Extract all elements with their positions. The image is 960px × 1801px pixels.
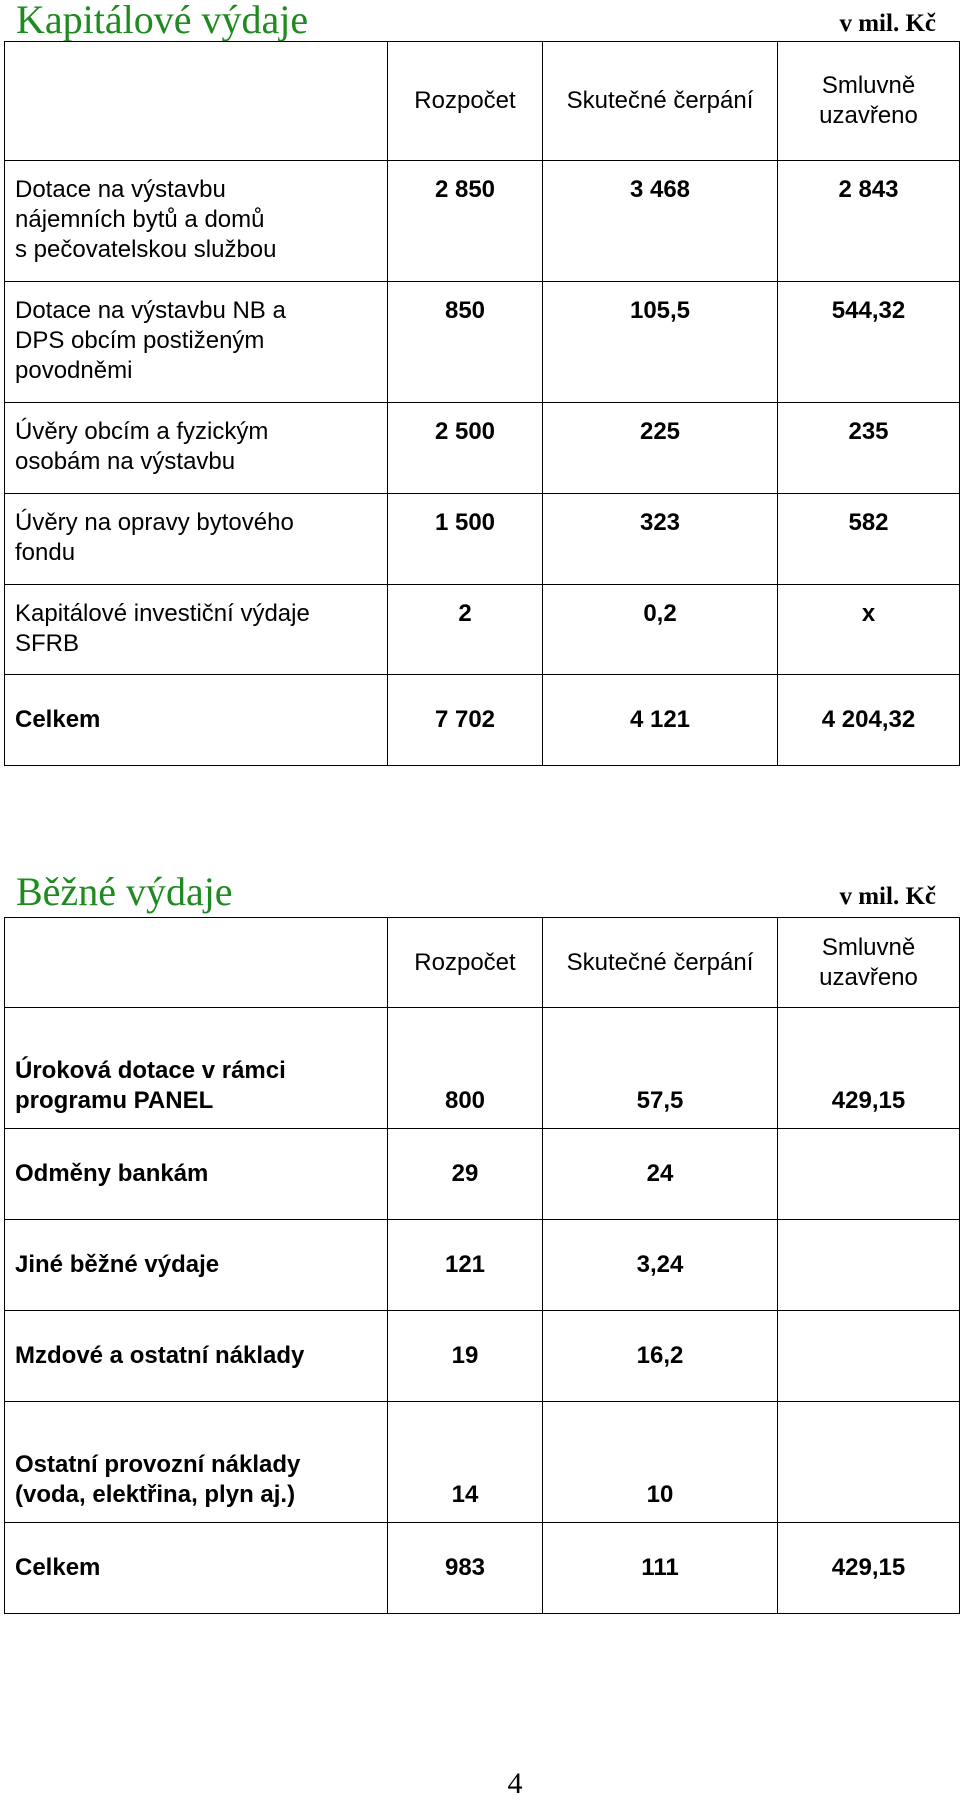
cell-cerpani: 24 [543,1129,778,1220]
table-header-row [5,42,960,161]
header-rozpocet: Rozpočet [388,42,543,161]
cell-cerpani: 0,2 [543,585,778,675]
total-label: Celkem [5,675,388,766]
cell-smluvne: x [778,585,960,675]
cell-rozpocet: 800 [388,1008,543,1129]
capital-expenses-table [4,41,960,766]
current-unit-label: v mil. Kč [839,883,936,910]
row-label: Ostatní provozní náklady (voda, elektřina, plyn aj.) [5,1402,388,1523]
table-row [5,1008,960,1129]
cell-rozpocet: 14 [388,1402,543,1523]
current-section-title: Běžné výdaje [16,869,233,914]
current-expenses-table [4,917,960,1614]
row-label: Dotace na výstavbu nájemních bytů a domů s pečovatelskou službou [5,161,388,282]
total-smluvne: 429,15 [778,1523,960,1614]
table-row [5,161,960,282]
total-cerpani: 4 121 [543,675,778,766]
cell-smluvne: 582 [778,494,960,585]
cell-cerpani: 105,5 [543,282,778,403]
table-total-row [5,675,960,766]
total-rozpocet: 983 [388,1523,543,1614]
row-label: Úroková dotace v rámci programu PANEL [5,1008,388,1129]
table-row [5,1402,960,1523]
header-cell-empty [5,42,388,161]
row-label: Úvěry obcím a fyzickým osobám na výstavbu [5,403,388,494]
header-skutecne-cerpani: Skutečné čerpání [543,918,778,1008]
cell-smluvne [778,1129,960,1220]
header-smluvne-uzavreno: Smluvně uzavřeno [778,918,960,1008]
cell-smluvne [778,1402,960,1523]
total-cerpani: 111 [543,1523,778,1614]
header-rozpocet: Rozpočet [388,918,543,1008]
cell-smluvne: 2 843 [778,161,960,282]
table-row [5,585,960,675]
cell-smluvne: 544,32 [778,282,960,403]
cell-cerpani: 3,24 [543,1220,778,1311]
row-label: Odměny bankám [5,1129,388,1220]
cell-smluvne: 429,15 [778,1008,960,1129]
row-label: Úvěry na opravy bytového fondu [5,494,388,585]
row-label: Mzdové a ostatní náklady [5,1311,388,1402]
capital-unit-label: v mil. Kč [839,10,936,37]
cell-rozpocet: 2 [388,585,543,675]
capital-section-title: Kapitálové výdaje [16,0,309,42]
total-rozpocet: 7 702 [388,675,543,766]
cell-rozpocet: 121 [388,1220,543,1311]
cell-cerpani: 16,2 [543,1311,778,1402]
header-smluvne-uzavreno: Smluvně uzavřeno [778,42,960,161]
cell-rozpocet: 850 [388,282,543,403]
total-label: Celkem [5,1523,388,1614]
table-row [5,1311,960,1402]
cell-cerpani: 3 468 [543,161,778,282]
cell-cerpani: 225 [543,403,778,494]
cell-cerpani: 57,5 [543,1008,778,1129]
cell-rozpocet: 1 500 [388,494,543,585]
total-smluvne: 4 204,32 [778,675,960,766]
cell-rozpocet: 2 850 [388,161,543,282]
table-row [5,1220,960,1311]
cell-rozpocet: 19 [388,1311,543,1402]
cell-cerpani: 323 [543,494,778,585]
table-header-row [5,918,960,1008]
row-label: Kapitálové investiční výdaje SFRB [5,585,388,675]
cell-smluvne: 235 [778,403,960,494]
row-label: Dotace na výstavbu NB a DPS obcím postiženým povodněmi [5,282,388,403]
table-row [5,282,960,403]
cell-smluvne [778,1311,960,1402]
cell-smluvne [778,1220,960,1311]
page-number: 4 [507,1767,523,1800]
table-row [5,494,960,585]
table-row [5,403,960,494]
row-label: Jiné běžné výdaje [5,1220,388,1311]
table-row [5,1129,960,1220]
cell-cerpani: 10 [543,1402,778,1523]
cell-rozpocet: 29 [388,1129,543,1220]
table-total-row [5,1523,960,1614]
cell-rozpocet: 2 500 [388,403,543,494]
header-skutecne-cerpani: Skutečné čerpání [543,42,778,161]
header-cell-empty [5,918,388,1008]
